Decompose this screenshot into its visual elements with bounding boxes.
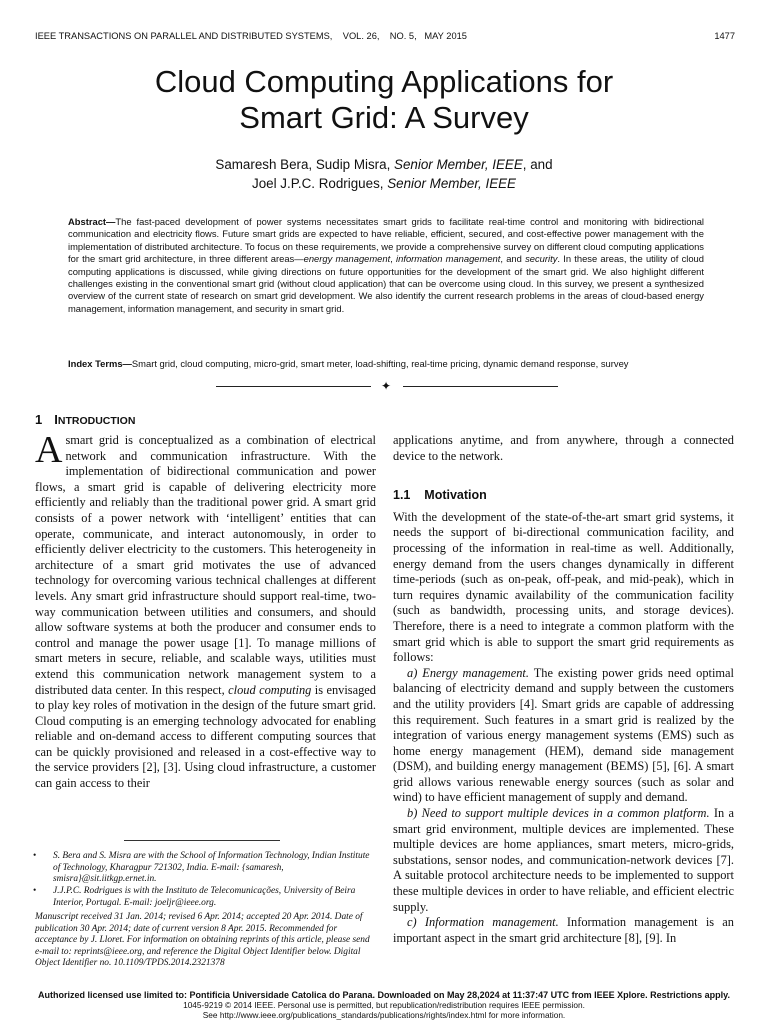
- journal-date: MAY 2015: [424, 31, 467, 41]
- intro-paragraph: [35, 429, 377, 792]
- abstract-comma: ,: [390, 253, 397, 265]
- bullet-icon: •: [33, 886, 37, 896]
- footnote-affiliation-2: [35, 886, 376, 909]
- paper-title: [0, 64, 768, 136]
- bullet-icon: •: [33, 851, 37, 861]
- section-number: 1: [35, 412, 43, 427]
- multiple-devices-paragraph: [393, 806, 734, 915]
- author-block: [0, 155, 768, 193]
- divider-line-right: [403, 386, 558, 387]
- footnote-2-text: J.J.P.C. Rodrigues is with the Instituto de Telecomunicações, University of Beira Interior, Portugal. E-mail: joeljr@ieee.org.: [53, 886, 356, 908]
- section-heading-introduction: [35, 412, 135, 427]
- license-footer: [0, 990, 768, 1020]
- running-header: [35, 31, 735, 41]
- multiple-devices-text: In a smart grid environment, multiple devices are implemented. These multiple devices are home appliances, smart meters, micro-grids, substations, sensor nodes, and communication-network devices [7]. A suitable protocol architecture needs to be implemented to support these multiple devices in order to have reliable, and efficient electric supply.: [393, 806, 734, 914]
- abstract-italic-2: information management: [396, 253, 501, 265]
- information-management-label: c) Information management.: [407, 915, 559, 930]
- drop-cap: A: [35, 429, 63, 471]
- journal-number: NO. 5,: [389, 31, 417, 41]
- footnote-affiliation-1: [35, 851, 376, 886]
- energy-management-paragraph: [393, 666, 734, 806]
- journal-volume: VOL. 26,: [342, 31, 380, 41]
- section-title-rest: NTRODUCTION: [57, 415, 136, 427]
- author-role-1: Senior Member, IEEE: [394, 157, 523, 172]
- author-names-2: Joel J.P.C. Rodrigues,: [252, 176, 384, 191]
- divider-line-left: [216, 386, 371, 387]
- license-line-3: See http://www.ieee.org/publications_standards/publications/rights/index.html for more information.: [202, 1010, 566, 1020]
- multiple-devices-label: b) Need to support multiple devices in a common platform.: [407, 806, 710, 821]
- left-column: [35, 429, 377, 792]
- abstract: [68, 216, 704, 315]
- subsection-number: 1.1: [393, 488, 411, 503]
- subsection-title: Motivation: [424, 488, 487, 503]
- index-terms-label: Index Terms—: [68, 358, 132, 369]
- license-line-1: Authorized licensed use limited to: Pontificia Universidade Catolica do Parana. Downloaded on May 28,2024 at 11:37:47 UTC from IEEE Xplore. Restrictions apply.: [37, 990, 730, 1000]
- motivation-paragraph: With the development of the state-of-the-art smart grid systems, it needs the support of bi-directional communication facility, and processing of the information in real-time as well. Additionally, energy demand from the users changes dynamically in different time-periods (such as on-peak, off-peak, and mid-peak), which in turn requires dynamic availability of the communication facility (such as bandwidth, processing units, and storage devices). Therefore, there is a need to integrate a common platform with the smart grid which is able to support the smart grid requirements as follows:: [393, 509, 734, 665]
- abstract-label: Abstract—: [68, 216, 116, 227]
- footnote-manuscript-info: Manuscript received 31 Jan. 2014; revised 6 Apr. 2014; accepted 20 Apr. 2014. Date of publication 30 Apr. 2014; date of current version 8 Apr. 2015. Recommended for acceptance by J. Lloret. For information on obtaining reprints of this article, please send e-mail to: reprints@ieee.org, and reference the Digital Object Identifier below. Digital Object Identifier no. 10.1109/TPDS.2014.2321378: [35, 912, 370, 969]
- information-management-text: Information management is an important aspect in the smart grid architecture [8], [9]. In: [393, 915, 735, 945]
- title-line-2: Smart Grid: A Survey: [239, 100, 529, 135]
- intro-text-2: is envisaged to play key roles of motivation in the design of the future smart grid. Cloud computing is an emerging technology advocated for enabling reliable and on-demand access to different computing sources that can be quickly provisioned and released in a cost-effective way to the service providers [2], [3]. Using cloud infrastructure, a customer can gain access to their: [35, 682, 377, 791]
- index-terms-text: Smart grid, cloud computing, micro-grid, smart meter, load-shifting, real-time pricing, dynamic demand response, survey: [131, 358, 629, 369]
- author-line-2: [0, 174, 768, 193]
- energy-management-text: The existing power grids need optimal balancing of electricity demand and supply between the customers and the utility providers [4]. Smart grids are capable of addressing this requirement. Such features in a smart grid is realized by the integration of various energy management systems (EMS) such as home energy management (HEM), demand side management (DSM), and building energy management (BEMS) [5], [6]. A smart grid allows various renewable energy sources (such as solar and wind) to have efficient management of supply and demand.: [393, 665, 735, 805]
- index-terms: [68, 358, 708, 370]
- footnote-1-text: S. Bera and S. Misra are with the School of Information Technology, Indian Institute of Technology, Kharagpur 721302, India. E-mail: {samaresh, smisra}@sit.iitkgp.ernet.in.: [53, 851, 370, 885]
- section-title-first-letter: I: [54, 412, 58, 427]
- title-line-1: Cloud Computing Applications for: [154, 64, 614, 99]
- right-column: [393, 433, 734, 946]
- intro-italic: cloud computing: [228, 682, 312, 697]
- license-line-2: 1045-9219 © 2014 IEEE. Personal use is permitted, but republication/redistribution requires IEEE permission.: [183, 1000, 585, 1010]
- abstract-text-2: . In these areas, the utility of cloud computing applications is discussed, while giving directions on future opportunities for the development of the smart grid. We also highlight different challenges existing in the conventional smart grid (without cloud application) that can be overcome using cloud. In this survey, we present a synthesized overview of the current state of research on smart grid development. We also identify the current research problems in the areas of cloud-based energy management, information management, and security in smart grid.: [68, 253, 704, 314]
- author-role-2: Senior Member, IEEE: [387, 176, 516, 191]
- abstract-italic-3: security: [525, 253, 558, 265]
- intro-continuation: applications anytime, and from anywhere, through a connected device to the network.: [393, 433, 734, 463]
- author-names-1: Samaresh Bera, Sudip Misra,: [215, 157, 391, 172]
- abstract-italic-1: energy management: [303, 253, 391, 265]
- subsection-heading-motivation: [393, 488, 734, 504]
- abstract-text-1: The fast-paced development of power systems necessitates smart grids to facilitate real-time control and monitoring with bidirectional communication and electricity flows. Future smart grids are expected to have reliable, efficient, secured, and cost-effective power management with the implementation of distributed architecture. To focus on these requirements, we provide a comprehensive survey on different cloud computing applications for the smart grid architecture, in three different areas—: [68, 216, 704, 265]
- intro-text-1: smart grid is conceptualized as a combination of electrical network and communication infrastructure. With the implementation of bidirectional communication and power flows, a smart grid is capable of delivering electricity more efficiently and reliably than the traditional power grid. A smart grid consists of a power network with ‘intelligent’ entities that can operate, communicate, and interact autonomously, in order to efficiently deliver electricity to the customers. This heterogeneity in architecture of a smart grid motivates the use of advanced technology for overcoming various technical challenges at different levels. Any smart grid infrastructure should support real-time, two-way communication between utilities and consumers, and should allow software systems at both the producer and consumer ends to control and manage the power usage [1]. To manage millions of smart meters in secure, reliable, and scalable ways, utilities must extend this communication network management system to a distributed data center. In this respect,: [35, 433, 376, 697]
- author-and: , and: [522, 157, 553, 172]
- energy-management-label: a) Energy management.: [407, 665, 529, 680]
- section-divider: [216, 381, 558, 393]
- footnote-rule: [124, 840, 280, 841]
- information-management-paragraph: [393, 915, 734, 946]
- journal-name: IEEE TRANSACTIONS ON PARALLEL AND DISTRIBUTED SYSTEMS,: [35, 31, 333, 41]
- page-number: 1477: [714, 31, 735, 41]
- abstract-and: , and: [500, 253, 526, 265]
- divider-diamond-icon: ✦: [381, 379, 392, 393]
- author-line-1: [0, 155, 768, 174]
